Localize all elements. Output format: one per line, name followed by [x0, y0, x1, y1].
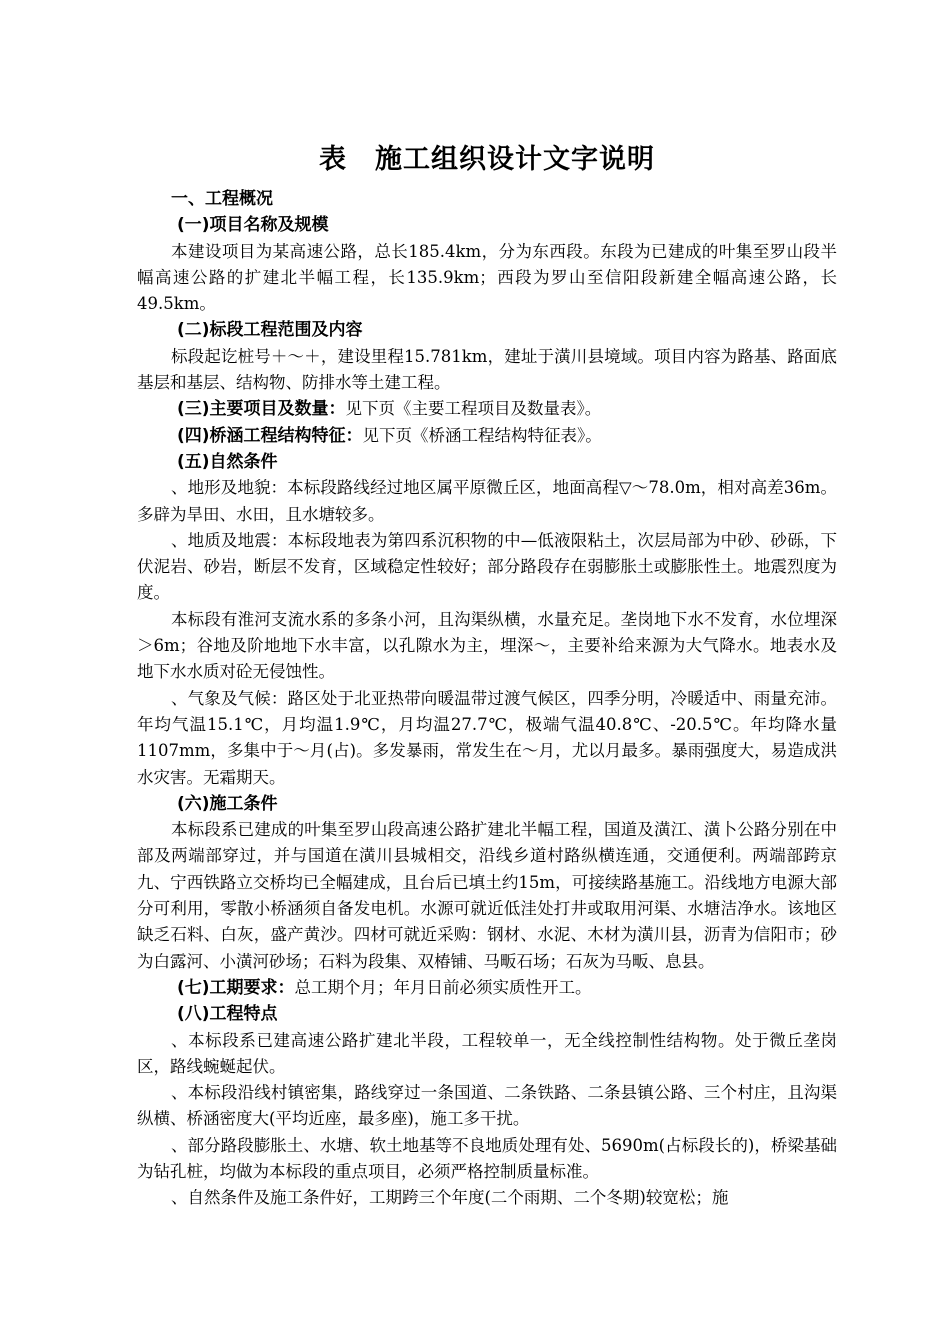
subsection-heading-features: (八)工程特点 [177, 1004, 278, 1025]
paragraph-scope: 标段起讫桩号＋～＋，建设里程15.781km，建址于潢川县境域。项目内容为路基、路面底基层和基层、结构物、防排水等土建工程。 [137, 346, 837, 393]
subsection-heading-quantities: (三)主要项目及数量： [177, 399, 346, 420]
paragraph-feature-4: 、自然条件及施工条件好，工期跨三个年度(二个雨期、二个冬期)较宽松；施 [171, 1188, 729, 1208]
subsection-heading-nature: (五)自然条件 [177, 451, 278, 472]
paragraph-feature-2: 、本标段沿线村镇密集，路线穿过一条国道、二条铁路、二条县镇公路、三个村庄，且沟渠纵横、桥涵密度大(平均近座，最多座)，施工多干扰。 [137, 1083, 837, 1129]
subsection-quantities [137, 396, 837, 422]
paragraph-feature-3: 、部分路段膨胀土、水塘、软土地基等不良地质处理有处、5690m(占标段长的)，桥梁基础为钻孔桩，均做为本标段的重点项目，必须严格控制质量标准。 [137, 1135, 837, 1181]
subsection-heading-conditions: (六)施工条件 [177, 793, 278, 814]
paragraph-feature-1: 、本标段系已建高速公路扩建北半段，工程较单一，无全线控制性结构物。处于微丘垄岗区，路线蜿蜒起伏。 [137, 1030, 837, 1076]
schedule-text: 总工期个月；年月日前必须实质性开工。 [294, 977, 592, 997]
subsection-schedule [137, 975, 837, 1001]
subsection-heading-schedule: (七)工期要求： [177, 977, 295, 998]
paragraph-project: 本建设项目为某高速公路，总长185.4km，分为东西段。东段为已建成的叶集至罗山段半幅高速公路的扩建北半幅工程，长135.9km；西段为罗山至信阳段新建全幅高速公路，长49.5km。 [137, 241, 837, 314]
document-title: 表 施工组织设计文字说明 [319, 144, 655, 175]
paragraph-hydrology: 本标段有淮河支流水系的多条小河，且沟渠纵横，水量充足。垄岗地下水不发育，水位埋深＞6m；谷地及阶地地下水丰富，以孔隙水为主，埋深～，主要补给来源为大气降水。地表水及地下水水质对砼无侵蚀性。 [137, 609, 837, 682]
subsection-heading-scope: (二)标段工程范围及内容 [177, 320, 363, 341]
bridges-text: 见下页《桥涵工程结构特征表》。 [362, 425, 602, 445]
paragraph-geology: 、地质及地震：本标段地表为第四系沉积物的中—低液限粘土，次层局部为中砂、砂砾，下伏泥岩、砂岩，断层不发育，区域稳定性较好；部分路段存在弱膨胀土或膨胀性土。地震烈度为度。 [137, 530, 837, 603]
paragraph-terrain: 、地形及地貌：本标段路线经过地区属平原微丘区，地面高程▽～78.0m，相对高差36m。多辟为旱田、水田，且水塘较多。 [137, 478, 837, 524]
section-heading-overview: 一、工程概况 [171, 189, 273, 209]
paragraph-climate: 、气象及气候：路区处于北亚热带向暖温带过渡气候区，四季分明，冷暖适中、雨量充沛。年均气温15.1℃，月均温1.9℃，月均温27.7℃，极端气温40.8℃、-20.5℃。年均降水量1107mm，多集中于～月(占)。多发暴雨，常发生在～月，尤以月最多。暴雨强度大，易造成洪水灾害。无霜期天。 [137, 688, 837, 787]
quantities-text: 见下页《主要工程项目及数量表》。 [345, 399, 602, 419]
subsection-heading-project: (一)项目名称及规模 [177, 215, 329, 236]
subsection-heading-bridges: (四)桥涵工程结构特征： [177, 425, 363, 446]
subsection-bridges [137, 423, 837, 449]
document-page [137, 140, 837, 1212]
paragraph-conditions: 本标段系已建成的叶集至罗山段高速公路扩建北半幅工程，国道及潢江、潢卜公路分别在中部及两端部穿过，并与国道在潢川县城相交，沿线乡道村路纵横连通，交通便利。两端部跨京九、宁西铁路立交桥均已全幅建成，且台后已填土约15m，可接续路基施工。沿线地方电源大部分可利用，零散小桥涵须自备发电机。水源可就近低洼处打井或取用河渠、水塘洁净水。该地区缺乏石料、白灰，盛产黄沙。四材可就近采购：钢材、水泥、木材为潢川县，沥青为信阳市；砂为白露河、小潢河砂场；石料为段集、双椿铺、马畈石场；石灰为马畈、息县。 [137, 820, 837, 971]
